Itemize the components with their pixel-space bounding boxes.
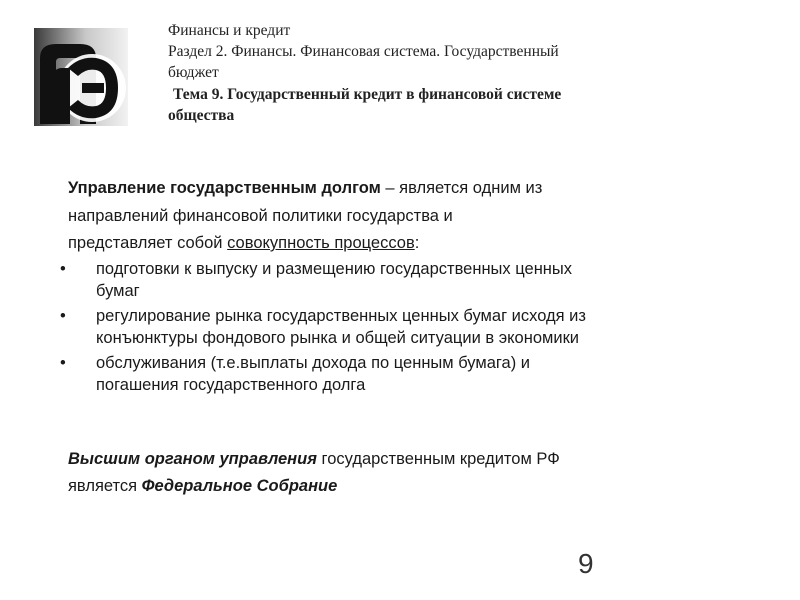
intro-paragraph <box>68 175 748 258</box>
intro-underlined: совокупность процессов <box>227 234 415 252</box>
slide-header <box>168 20 768 126</box>
list-item-line2: бумаг <box>96 281 140 300</box>
list-item-line1: обслуживания (т.е.выплаты дохода по ценным бумага) и <box>96 353 531 372</box>
section-title-line1: Раздел 2. Финансы. Финансовая система. Государственный <box>168 43 559 60</box>
intro-line3-prefix: представляет собой <box>68 234 228 252</box>
list-item <box>60 352 748 396</box>
list-item <box>60 258 748 302</box>
intro-rest-line1: – является одним из <box>380 179 543 197</box>
list-item-line1: регулирование рынка государственных ценных бумаг исходя из <box>96 306 586 325</box>
bullet-icon: • <box>60 259 66 278</box>
section-title-line2: бюджет <box>168 64 219 81</box>
processes-list <box>60 258 748 396</box>
bullet-icon: • <box>60 353 66 372</box>
topic-title-line2: общества <box>168 107 235 124</box>
list-item <box>60 305 748 349</box>
course-title: Финансы и кредит <box>168 22 291 39</box>
pg-logo <box>34 28 128 126</box>
intro-term: Управление государственным долгом <box>68 179 381 197</box>
topic-title-line1: Тема 9. Государственный кредит в финансовой системе <box>173 86 562 103</box>
authority-highlight1: Высшим органом управления <box>68 450 317 468</box>
list-item-line1: подготовки к выпуску и размещению государственных ценных <box>96 259 573 278</box>
authority-text1: государственным кредитом РФ <box>316 450 560 468</box>
list-item-line2: погашения государственного долга <box>96 375 366 394</box>
slide-content <box>60 175 748 399</box>
intro-line3-suffix: : <box>414 234 420 252</box>
authority-text2: является <box>68 477 142 495</box>
list-item-line2: конъюнктуры фондового рынка и общей ситуации в экономики <box>96 328 580 347</box>
authority-highlight2: Федеральное Собрание <box>141 477 338 495</box>
bullet-icon: • <box>60 306 66 325</box>
authority-statement <box>68 446 748 500</box>
page-number: 9 <box>578 548 594 579</box>
pg-logo-icon <box>34 28 128 126</box>
intro-line2: направлений финансовой политики государства и <box>68 206 453 225</box>
